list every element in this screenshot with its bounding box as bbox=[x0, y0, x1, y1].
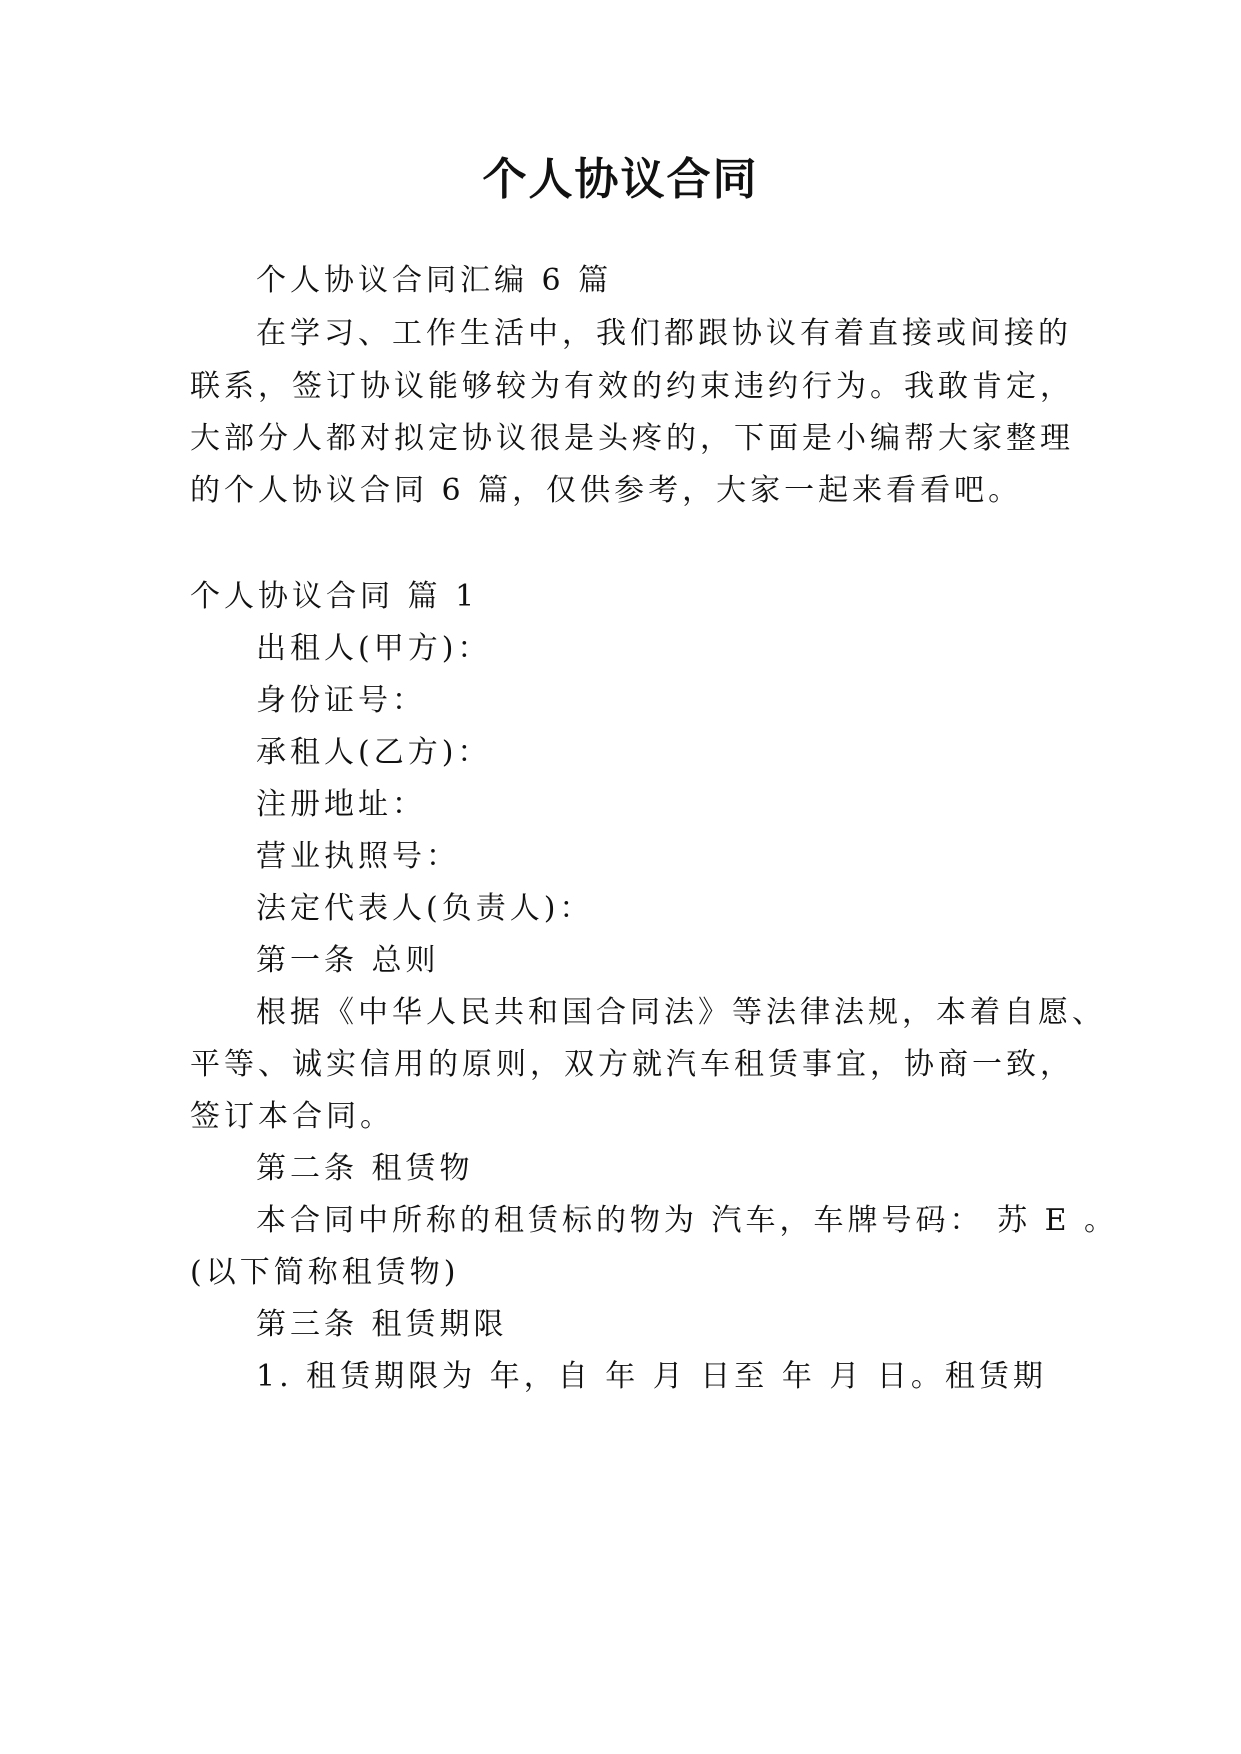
intro-paragraph-line: 的个人协议合同 6 篇，仅供参考，大家一起来看看吧。 bbox=[190, 473, 1023, 508]
party-field-legal-representative: 法定代表人(负责人)： bbox=[256, 891, 594, 926]
article-heading: 第二条 租赁物 bbox=[256, 1151, 474, 1186]
party-field-id-number: 身份证号： bbox=[256, 683, 426, 718]
intro-paragraph-line: 在学习、工作生活中，我们都跟协议有着直接或间接的 bbox=[256, 316, 1072, 351]
intro-paragraph-line: 联系，签订协议能够较为有效的约束违约行为。我敢肯定， bbox=[190, 369, 1074, 404]
article-text-line: 根据《中华人民共和国合同法》等法律法规，本着自愿、 bbox=[256, 995, 1106, 1030]
document-title: 个人协议合同 bbox=[482, 154, 759, 205]
article-heading: 第三条 租赁期限 bbox=[256, 1307, 508, 1342]
article-heading: 第一条 总则 bbox=[256, 943, 440, 978]
article-text-line: 本合同中所称的租赁标的物为 汽车，车牌号码： 苏 E 。 bbox=[256, 1203, 1119, 1238]
party-field-lessee: 承租人(乙方)： bbox=[256, 735, 492, 770]
article-text-line: 签订本合同。 bbox=[190, 1099, 394, 1134]
article-text-line: 1. 租赁期限为 年，自 年 月 日至 年 月 日。租赁期 bbox=[256, 1359, 1047, 1394]
party-field-business-license: 营业执照号： bbox=[256, 839, 460, 874]
party-field-lessor: 出租人(甲方)： bbox=[256, 631, 492, 666]
article-text-line: (以下简称租赁物) bbox=[190, 1255, 460, 1290]
intro-paragraph-line: 大部分人都对拟定协议很是头疼的，下面是小编帮大家整理 bbox=[190, 421, 1074, 456]
party-field-registered-address: 注册地址： bbox=[256, 787, 426, 822]
section-heading: 个人协议合同 篇 1 bbox=[190, 579, 479, 614]
article-text-line: 平等、诚实信用的原则，双方就汽车租赁事宜，协商一致， bbox=[190, 1047, 1074, 1082]
collection-subtitle: 个人协议合同汇编 6 篇 bbox=[256, 263, 613, 298]
